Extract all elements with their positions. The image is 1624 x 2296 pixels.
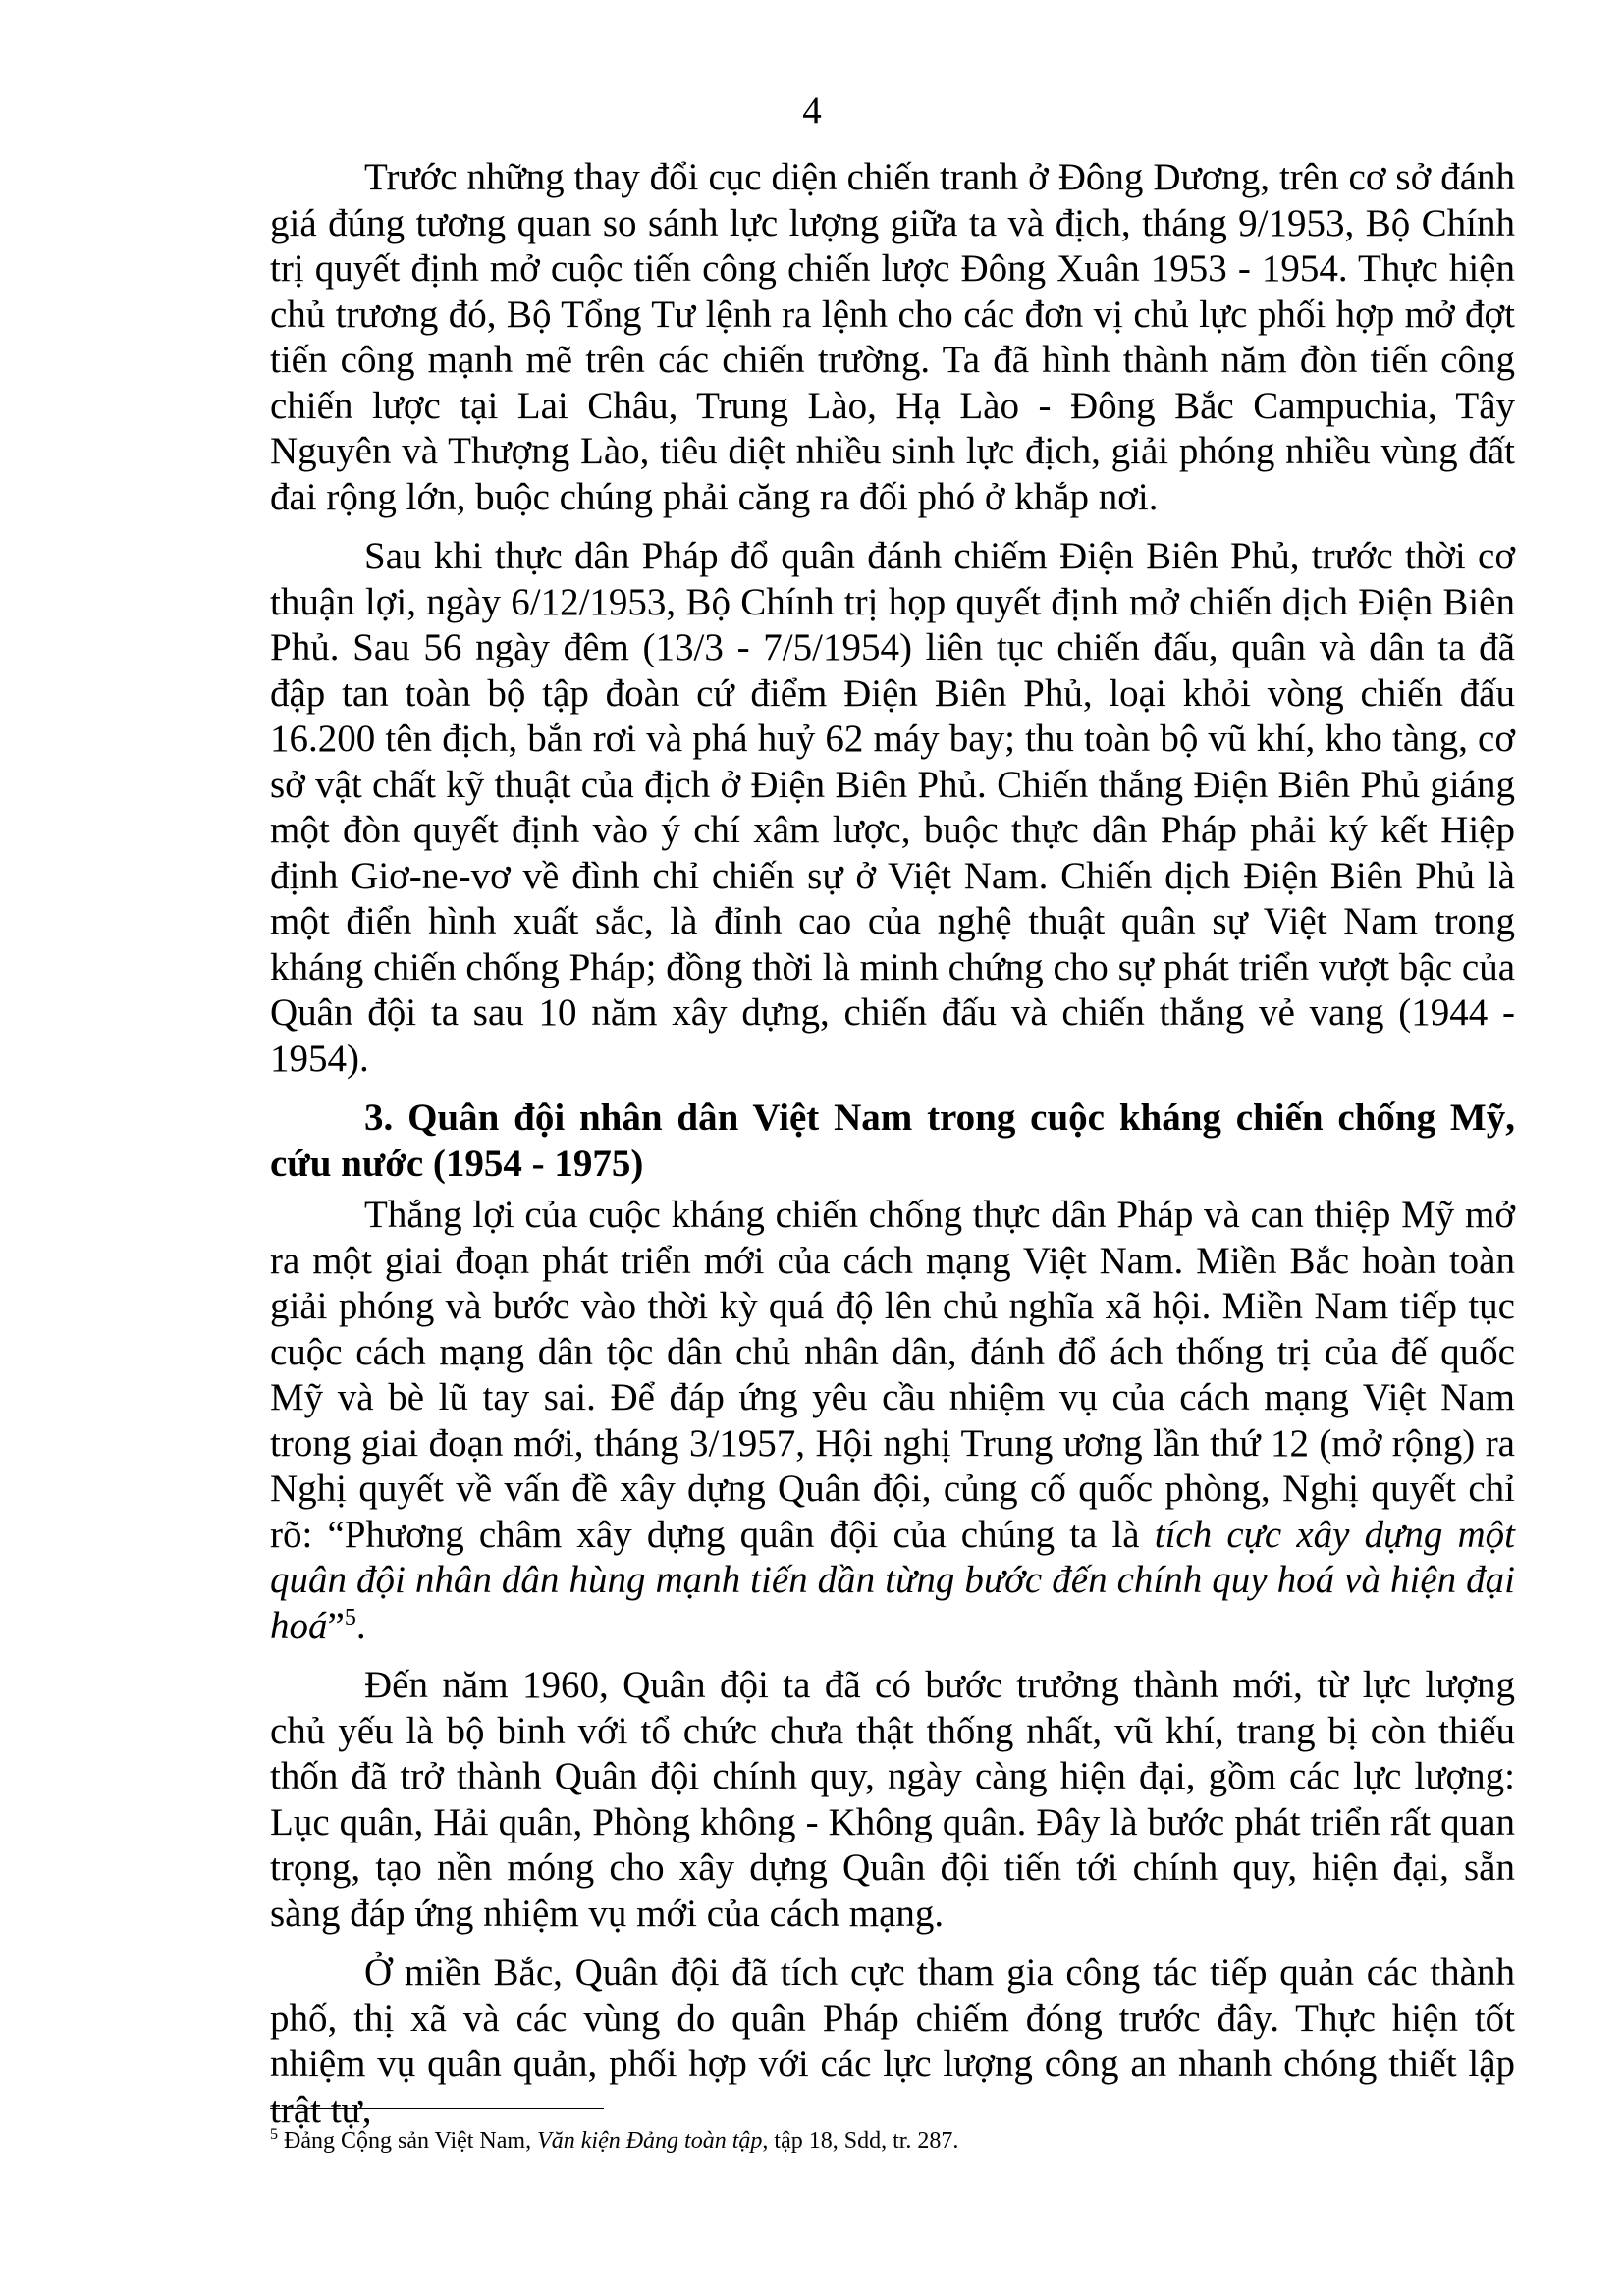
paragraph-northern-takeover: Ở miền Bắc, Quân đội đã tích cực tham gia công tác tiếp quản các thành phố, thị xã và các vùng do quân Pháp chiếm đóng trước đây. Thực hiện tốt nhiệm vụ quân quản, phối hợp với các lực lượng công an nhanh chóng thiết lập trật tự, xyxy=(270,1951,1515,2131)
footnote xyxy=(270,2126,1515,2156)
footnote-author-text: Đảng Cộng sản Việt Nam, xyxy=(278,2128,538,2154)
quote-italic-text: tích cực xây dựng một quân đội nhân dân hùng mạnh tiến dần từng bước đến chính quy hoá và hiện đại hoá xyxy=(270,1513,1515,1647)
footnote-marker: 5 xyxy=(270,2126,278,2143)
section-heading: 3. Quân đội nhân dân Việt Nam trong cuộc kháng chiến chống Mỹ, cứu nước (1954 - 1975) xyxy=(270,1096,1515,1185)
quote-intro-text: Thắng lợi của cuộc kháng chiến chống thực dân Pháp và can thiệp Mỹ mở ra một giai đoạn phát triển mới của cách mạng Việt Nam. Miền Bắc hoàn toàn giải phóng và bước vào thời kỳ quá độ lên chủ nghĩa xã hội. Miền Nam tiếp tục cuộc cách mạng dân tộc dân chủ nhân dân, đánh đổ ách thống trị của đế quốc Mỹ và bè lũ tay sai. Để đáp ứng yêu cầu nhiệm vụ của cách mạng Việt Nam trong giai đoạn mới, tháng 3/1957, Hội nghị Trung ương lần thứ 12 (mở rộng) ra Nghị quyết về vấn đề xây dựng Quân đội, củng cố quốc phòng, Nghị quyết chỉ rõ: “Phương châm xây dựng quân đội của chúng ta là xyxy=(270,1194,1515,1556)
footnote-reference[interactable]: 5 xyxy=(344,1604,356,1630)
footnote-divider xyxy=(270,2108,604,2109)
quote-closing-mark: ” xyxy=(327,1604,345,1647)
paragraph-army-growth-1960: Đến năm 1960, Quân đội ta đã có bước trưởng thành mới, từ lực lượng chủ yếu là bộ binh với tổ chức chưa thật thống nhất, vũ khí, trang bị còn thiếu thốn đã trở thành Quân đội chính quy, ngày càng hiện đại, gồm các lực lượng: Lục quân, Hải quân, Phòng không - Không quân. Đây là bước phát triển rất quan trọng, tạo nền móng cho xây dựng Quân đội tiến tới chính quy, hiện đại, sẵn sàng đáp ứng nhiệm vụ mới của cách mạng. xyxy=(270,1664,1515,1935)
page-number: 4 xyxy=(802,89,822,132)
paragraph-dong-xuan-offensive: Trước những thay đổi cục diện chiến tranh ở Đông Dương, trên cơ sở đánh giá đúng tương quan so sánh lực lượng giữa ta và địch, tháng 9/1953, Bộ Chính trị quyết định mở cuộc tiến công chiến lược Đông Xuân 1953 - 1954. Thực hiện chủ trương đó, Bộ Tổng Tư lệnh ra lệnh cho các đơn vị chủ lực phối hợp mở đợt tiến công mạnh mẽ trên các chiến trường. Ta đã hình thành năm đòn tiến công chiến lược tại Lai Châu, Trung Lào, Hạ Lào - Đông Bắc Campuchia, Tây Nguyên và Thượng Lào, tiêu diệt nhiều sinh lực địch, giải phóng nhiều vùng đất đai rộng lớn, buộc chúng phải căng ra đối phó ở khắp nơi. xyxy=(270,156,1515,518)
paragraph-dien-bien-phu: Sau khi thực dân Pháp đổ quân đánh chiếm Điện Biên Phủ, trước thời cơ thuận lợi, ngày 6/12/1953, Bộ Chính trị họp quyết định mở chiến dịch Điện Biên Phủ. Sau 56 ngày đêm (13/3 - 7/5/1954) liên tục chiến đấu, quân và dân ta đã đập tan toàn bộ tập đoàn cứ điểm Điện Biên Phủ, loại khỏi vòng chiến đấu 16.200 tên địch, bắn rơi và phá huỷ 62 máy bay; thu toàn bộ vũ khí, kho tàng, cơ sở vật chất kỹ thuật của địch ở Điện Biên Phủ. Chiến thắng Điện Biên Phủ giáng một đòn quyết định vào ý chí xâm lược, buộc thực dân Pháp phải ký kết Hiệp định Giơ-ne-vơ về đình chỉ chiến sự ở Việt Nam. Chiến dịch Điện Biên Phủ là một điển hình xuất sắc, là đỉnh cao của nghệ thuật quân sự Việt Nam trong kháng chiến chống Pháp; đồng thời là minh chứng cho sự phát triển vượt bậc của Quân đội ta sau 10 năm xây dựng, chiến đấu và chiến thắng vẻ vang (1944 - 1954). xyxy=(270,535,1515,1080)
paragraph-resolution-quote xyxy=(270,1193,1515,1649)
document-body xyxy=(270,155,1515,2147)
footnote-title-text: Văn kiện Đảng toàn tập xyxy=(537,2128,763,2154)
footnote-source-text: , tập 18, Sdd, tr. 287. xyxy=(762,2128,959,2154)
quote-end-punctuation: . xyxy=(355,1604,366,1647)
